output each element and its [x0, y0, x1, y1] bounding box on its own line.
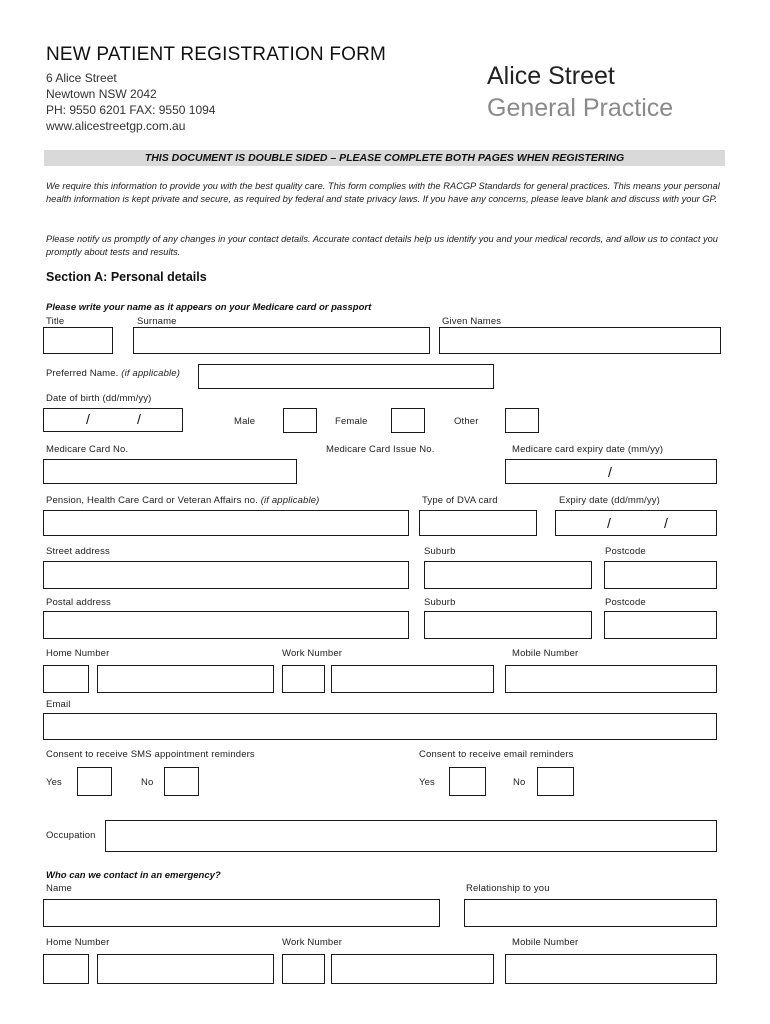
- medicare-expiry-label: Medicare card expiry date (mm/yy): [512, 444, 664, 455]
- mobile-number-label: Mobile Number: [512, 648, 579, 659]
- given-names-label: Given Names: [442, 316, 502, 327]
- preferred-name-field[interactable]: [198, 364, 494, 389]
- sms-consent-label: Consent to receive SMS appointment reminders: [46, 749, 255, 760]
- practice-suburb-line: Newtown NSW 2042: [46, 87, 157, 101]
- sms-yes-checkbox[interactable]: [77, 767, 112, 796]
- emergency-name-label: Name: [46, 883, 72, 894]
- postal-address-field[interactable]: [43, 611, 409, 639]
- dva-type-field[interactable]: [419, 510, 537, 536]
- pension-field[interactable]: [43, 510, 409, 536]
- emergency-work-area-code-field[interactable]: [282, 954, 325, 984]
- work-number-field[interactable]: [331, 665, 494, 693]
- medicare-expiry-separator: /: [608, 464, 612, 480]
- home-number-label: Home Number: [46, 648, 110, 659]
- dob-field[interactable]: [43, 408, 183, 432]
- postal-postcode-label: Postcode: [605, 597, 646, 608]
- emergency-home-number-field[interactable]: [97, 954, 274, 984]
- occupation-label: Occupation: [46, 830, 96, 841]
- sms-yes-label: Yes: [46, 777, 62, 788]
- dva-expiry-field[interactable]: [555, 510, 717, 536]
- dva-type-label: Type of DVA card: [422, 495, 498, 506]
- postal-postcode-field[interactable]: [604, 611, 717, 639]
- emergency-mobile-number-field[interactable]: [505, 954, 717, 984]
- female-checkbox[interactable]: [391, 408, 425, 433]
- male-label: Male: [234, 416, 256, 427]
- dob-label: Date of birth (dd/mm/yy): [46, 393, 152, 404]
- emergency-home-label: Home Number: [46, 937, 110, 948]
- emergency-name-field[interactable]: [43, 899, 440, 927]
- street-postcode-field[interactable]: [604, 561, 717, 589]
- email-yes-label: Yes: [419, 777, 435, 788]
- name-instruction: Please write your name as it appears on your Medicare card or passport: [46, 302, 372, 313]
- practice-logo-line1: Alice Street: [487, 62, 615, 90]
- postal-suburb-field[interactable]: [424, 611, 592, 639]
- dva-expiry-separator-2: /: [664, 515, 668, 531]
- street-suburb-label: Suburb: [424, 546, 456, 557]
- emergency-home-area-code-field[interactable]: [43, 954, 89, 984]
- street-address-label: Street address: [46, 546, 110, 557]
- email-yes-checkbox[interactable]: [449, 767, 486, 796]
- title-label: Title: [46, 316, 65, 327]
- email-consent-label: Consent to receive email reminders: [419, 749, 574, 760]
- street-address-field[interactable]: [43, 561, 409, 589]
- email-label: Email: [46, 699, 71, 710]
- practice-address-line: 6 Alice Street: [46, 71, 117, 85]
- female-label: Female: [335, 416, 368, 427]
- work-number-label: Work Number: [282, 648, 343, 659]
- occupation-field[interactable]: [105, 820, 717, 852]
- medicare-no-label: Medicare Card No.: [46, 444, 129, 455]
- preferred-name-label: Preferred Name. (if applicable): [46, 368, 181, 379]
- email-no-label: No: [513, 777, 526, 788]
- section-a-title: Section A: Personal details: [46, 270, 207, 284]
- form-title: NEW PATIENT REGISTRATION FORM: [46, 44, 387, 65]
- surname-field[interactable]: [133, 327, 430, 354]
- home-number-field[interactable]: [97, 665, 274, 693]
- mobile-number-field[interactable]: [505, 665, 717, 693]
- relationship-field[interactable]: [464, 899, 717, 927]
- practice-website-line: www.alicestreetgp.com.au: [46, 119, 186, 133]
- street-suburb-field[interactable]: [424, 561, 592, 589]
- email-no-checkbox[interactable]: [537, 767, 574, 796]
- double-sided-banner: THIS DOCUMENT IS DOUBLE SIDED – PLEASE COMPLETE BOTH PAGES WHEN REGISTERING: [44, 150, 725, 166]
- dob-separator-2: /: [137, 411, 141, 427]
- postal-address-label: Postal address: [46, 597, 111, 608]
- work-area-code-field[interactable]: [282, 665, 325, 693]
- emergency-work-label: Work Number: [282, 937, 343, 948]
- email-field[interactable]: [43, 713, 717, 740]
- street-postcode-label: Postcode: [605, 546, 646, 557]
- sms-no-label: No: [141, 777, 154, 788]
- other-checkbox[interactable]: [505, 408, 539, 433]
- notice-paragraph: Please notify us promptly of any changes in your contact details. Accurate contact details help us identify you and your medical records, and allow us to contact you promptly about tests and results.: [46, 234, 718, 258]
- emergency-heading: Who can we contact in an emergency?: [46, 870, 221, 881]
- other-label: Other: [454, 416, 479, 427]
- medicare-no-field[interactable]: [43, 459, 297, 484]
- dob-separator-1: /: [86, 411, 90, 427]
- emergency-work-number-field[interactable]: [331, 954, 494, 984]
- home-area-code-field[interactable]: [43, 665, 89, 693]
- pension-label: Pension, Health Care Card or Veteran Affairs no. (if applicable): [46, 495, 320, 506]
- title-field[interactable]: [43, 327, 113, 354]
- practice-phone-line: PH: 9550 6201 FAX: 9550 1094: [46, 103, 216, 117]
- dva-expiry-label: Expiry date (dd/mm/yy): [559, 495, 660, 506]
- intro-paragraph: We require this information to provide you with the best quality care. This form complies with the RACGP Standards for general practices. This means your personal health information is kept private and secure, as required by federal and state privacy laws. If you have any concerns, please leave blank and discuss with your GP.: [46, 181, 720, 205]
- male-checkbox[interactable]: [283, 408, 317, 433]
- medicare-issue-label: Medicare Card Issue No.: [326, 444, 435, 455]
- sms-no-checkbox[interactable]: [164, 767, 199, 796]
- emergency-mobile-label: Mobile Number: [512, 937, 579, 948]
- surname-label: Surname: [137, 316, 177, 327]
- dva-expiry-separator-1: /: [607, 515, 611, 531]
- postal-suburb-label: Suburb: [424, 597, 456, 608]
- given-names-field[interactable]: [439, 327, 721, 354]
- relationship-label: Relationship to you: [466, 883, 550, 894]
- practice-logo-line2: General Practice: [487, 94, 674, 122]
